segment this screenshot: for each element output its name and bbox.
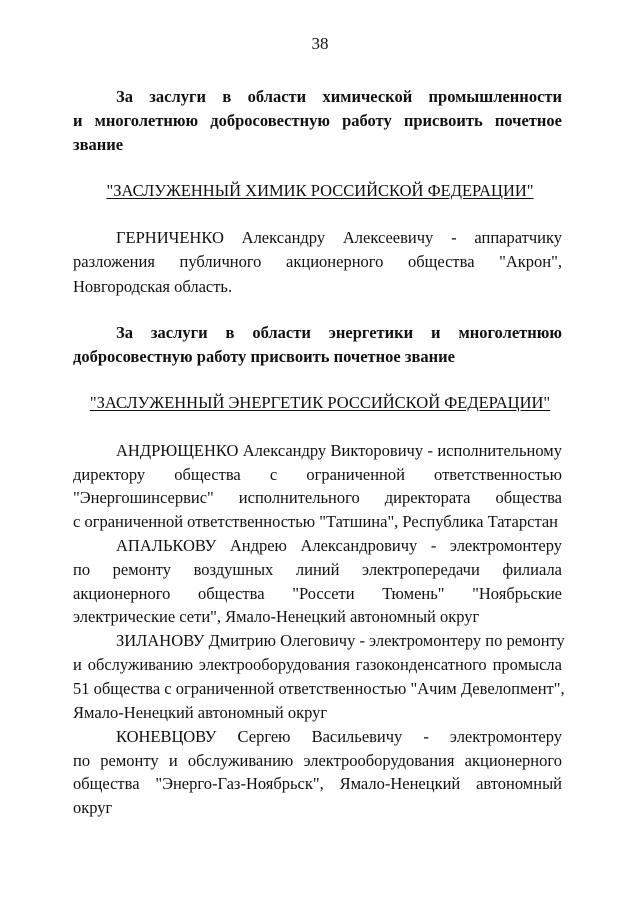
section-intro-line: и многолетнюю добросовестную работу присвоить почетное [73,111,562,130]
awardee-line: Ямало-Ненецкий автономный округ [73,703,328,722]
awardee-line: по ремонту воздушных линий электропередачи филиала [73,560,562,579]
section-intro-line: За заслуги в области химической промышленности [116,87,562,106]
awardee-line: АНДРЮЩЕНКО Александру Викторовичу - исполнительному [116,441,562,460]
awardee-line: электрические сети", Ямало-Ненецкий автономный округ [73,607,480,626]
awardee-line: акционерного общества "Россети Тюмень" "Ноябрьские [73,584,562,603]
awardee-line: КОНЕВЦОВУ Сергею Васильевичу - электромонтеру [116,727,562,746]
awardee-line: по ремонту и обслуживанию электрооборудования акционерного [73,751,562,770]
awardee-line: "Энергошинсервис" исполнительного директората общества [73,488,562,507]
awardee-line: округ [73,798,113,817]
awardee-line: с ограниченной ответственностью "Татшина", Республика Татарстан [73,512,559,531]
awardee-line: АПАЛЬКОВУ Андрею Александровичу - электромонтеру [116,536,562,555]
awardee-line: ЗИЛАНОВУ Дмитрию Олеговичу - электромонтеру по ремонту [116,631,565,650]
page-number: 38 [311,34,329,53]
awardee-line: разложения публичного акционерного общества "Акрон", [73,252,562,271]
awardee-line: и обслуживанию электрооборудования газоконденсатного промысла [73,655,562,674]
honorary-title: "ЗАСЛУЖЕННЫЙ ЭНЕРГЕТИК РОССИЙСКОЙ ФЕДЕРАЦИИ" [89,393,551,412]
awardee-line: Новгородская область. [73,277,233,296]
awardee-line: директору общества с ограниченной ответственностью [73,465,562,484]
awardee-line: общества "Энерго-Газ-Ноябрьск", Ямало-Ненецкий автономный [73,774,562,793]
honorary-title: "ЗАСЛУЖЕННЫЙ ХИМИК РОССИЙСКОЙ ФЕДЕРАЦИИ" [106,181,534,200]
section-intro-line: добросовестную работу присвоить почетное звание [73,347,455,366]
awardee-line: ГЕРНИЧЕНКО Александру Алексеевичу - аппаратчику [116,228,562,247]
section-intro-line: звание [73,135,124,154]
section-intro-line: За заслуги в области энергетики и многолетнюю [116,323,562,342]
awardee-line: 51 общества с ограниченной ответственностью "Ачим Девелопмент", [73,679,565,698]
